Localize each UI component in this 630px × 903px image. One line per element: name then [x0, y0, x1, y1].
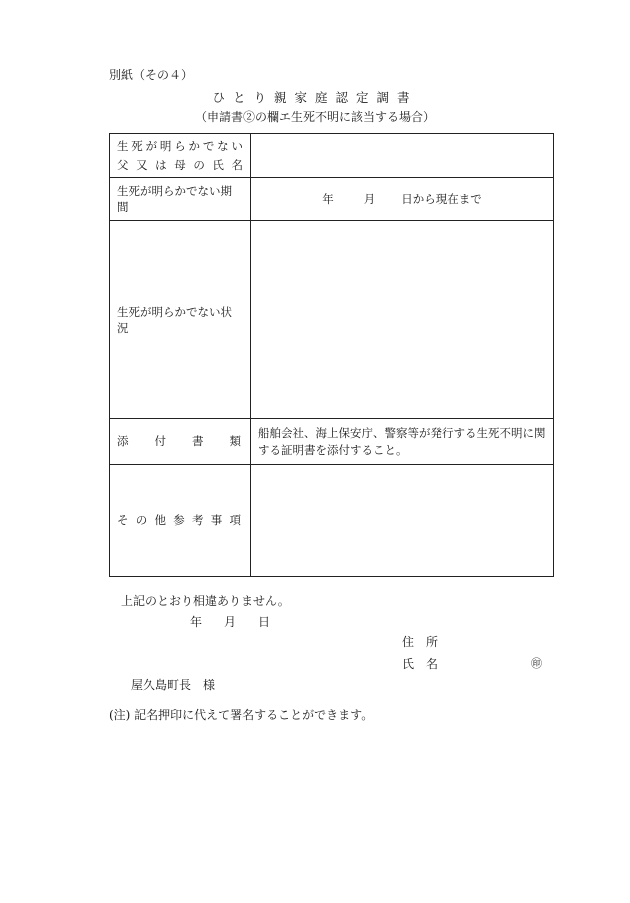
label-parent-name-line1: 生死が明らかでない — [117, 138, 243, 153]
annex-label: 別紙（その４） — [109, 68, 194, 82]
field-other-notes[interactable] — [251, 465, 554, 577]
date-year-unit: 年 — [190, 615, 203, 629]
period-year-unit: 年 — [322, 192, 334, 206]
period-day-suffix: 日から現在まで — [401, 192, 482, 206]
form-row-situation — [110, 221, 554, 419]
form-row-attachments — [110, 419, 554, 465]
field-parent-name[interactable] — [251, 134, 554, 178]
confirmation-text: 上記のとおり相違ありません。 — [121, 594, 290, 608]
label-other-notes-text: その他参考事項 — [117, 513, 241, 527]
form-row-other-notes — [110, 465, 554, 577]
date-month-unit: 月 — [224, 615, 237, 629]
label-period: 生死が明らかでない期間 — [110, 178, 251, 221]
document-subtitle: （申請書②の欄エ生死不明に該当する場合） — [194, 110, 435, 124]
signature-date[interactable] — [190, 613, 270, 630]
label-situation: 生死が明らかでない状況 — [110, 221, 251, 419]
label-attachments — [110, 419, 251, 465]
label-attachments-text: 添付書類 — [117, 434, 241, 448]
form-row-period — [110, 178, 554, 221]
label-other-notes — [110, 465, 251, 577]
document-title: ひとり親家庭認定調書 — [212, 90, 418, 105]
seal-mark-icon: ㊞ — [531, 657, 542, 670]
period-month-unit: 月 — [363, 192, 376, 206]
date-day-unit: 日 — [258, 615, 271, 629]
recipient-mayor: 屋久島町長 様 — [131, 678, 216, 692]
field-period[interactable] — [251, 178, 554, 221]
label-parent-name-line2: 父又は母の氏名 — [117, 157, 243, 172]
form-row-parent-name — [110, 134, 554, 178]
name-label: 氏 名 — [402, 657, 439, 671]
certification-form-table — [109, 133, 554, 577]
field-attachments: 船舶会社、海上保安庁、警察等が発行する生死不明に関する証明書を添付すること。 — [251, 419, 554, 465]
field-situation[interactable] — [251, 221, 554, 419]
footnote: (注) 記名押印に代えて署名することができます。 — [109, 708, 374, 722]
address-label: 住 所 — [402, 635, 439, 649]
label-parent-name — [110, 134, 251, 178]
